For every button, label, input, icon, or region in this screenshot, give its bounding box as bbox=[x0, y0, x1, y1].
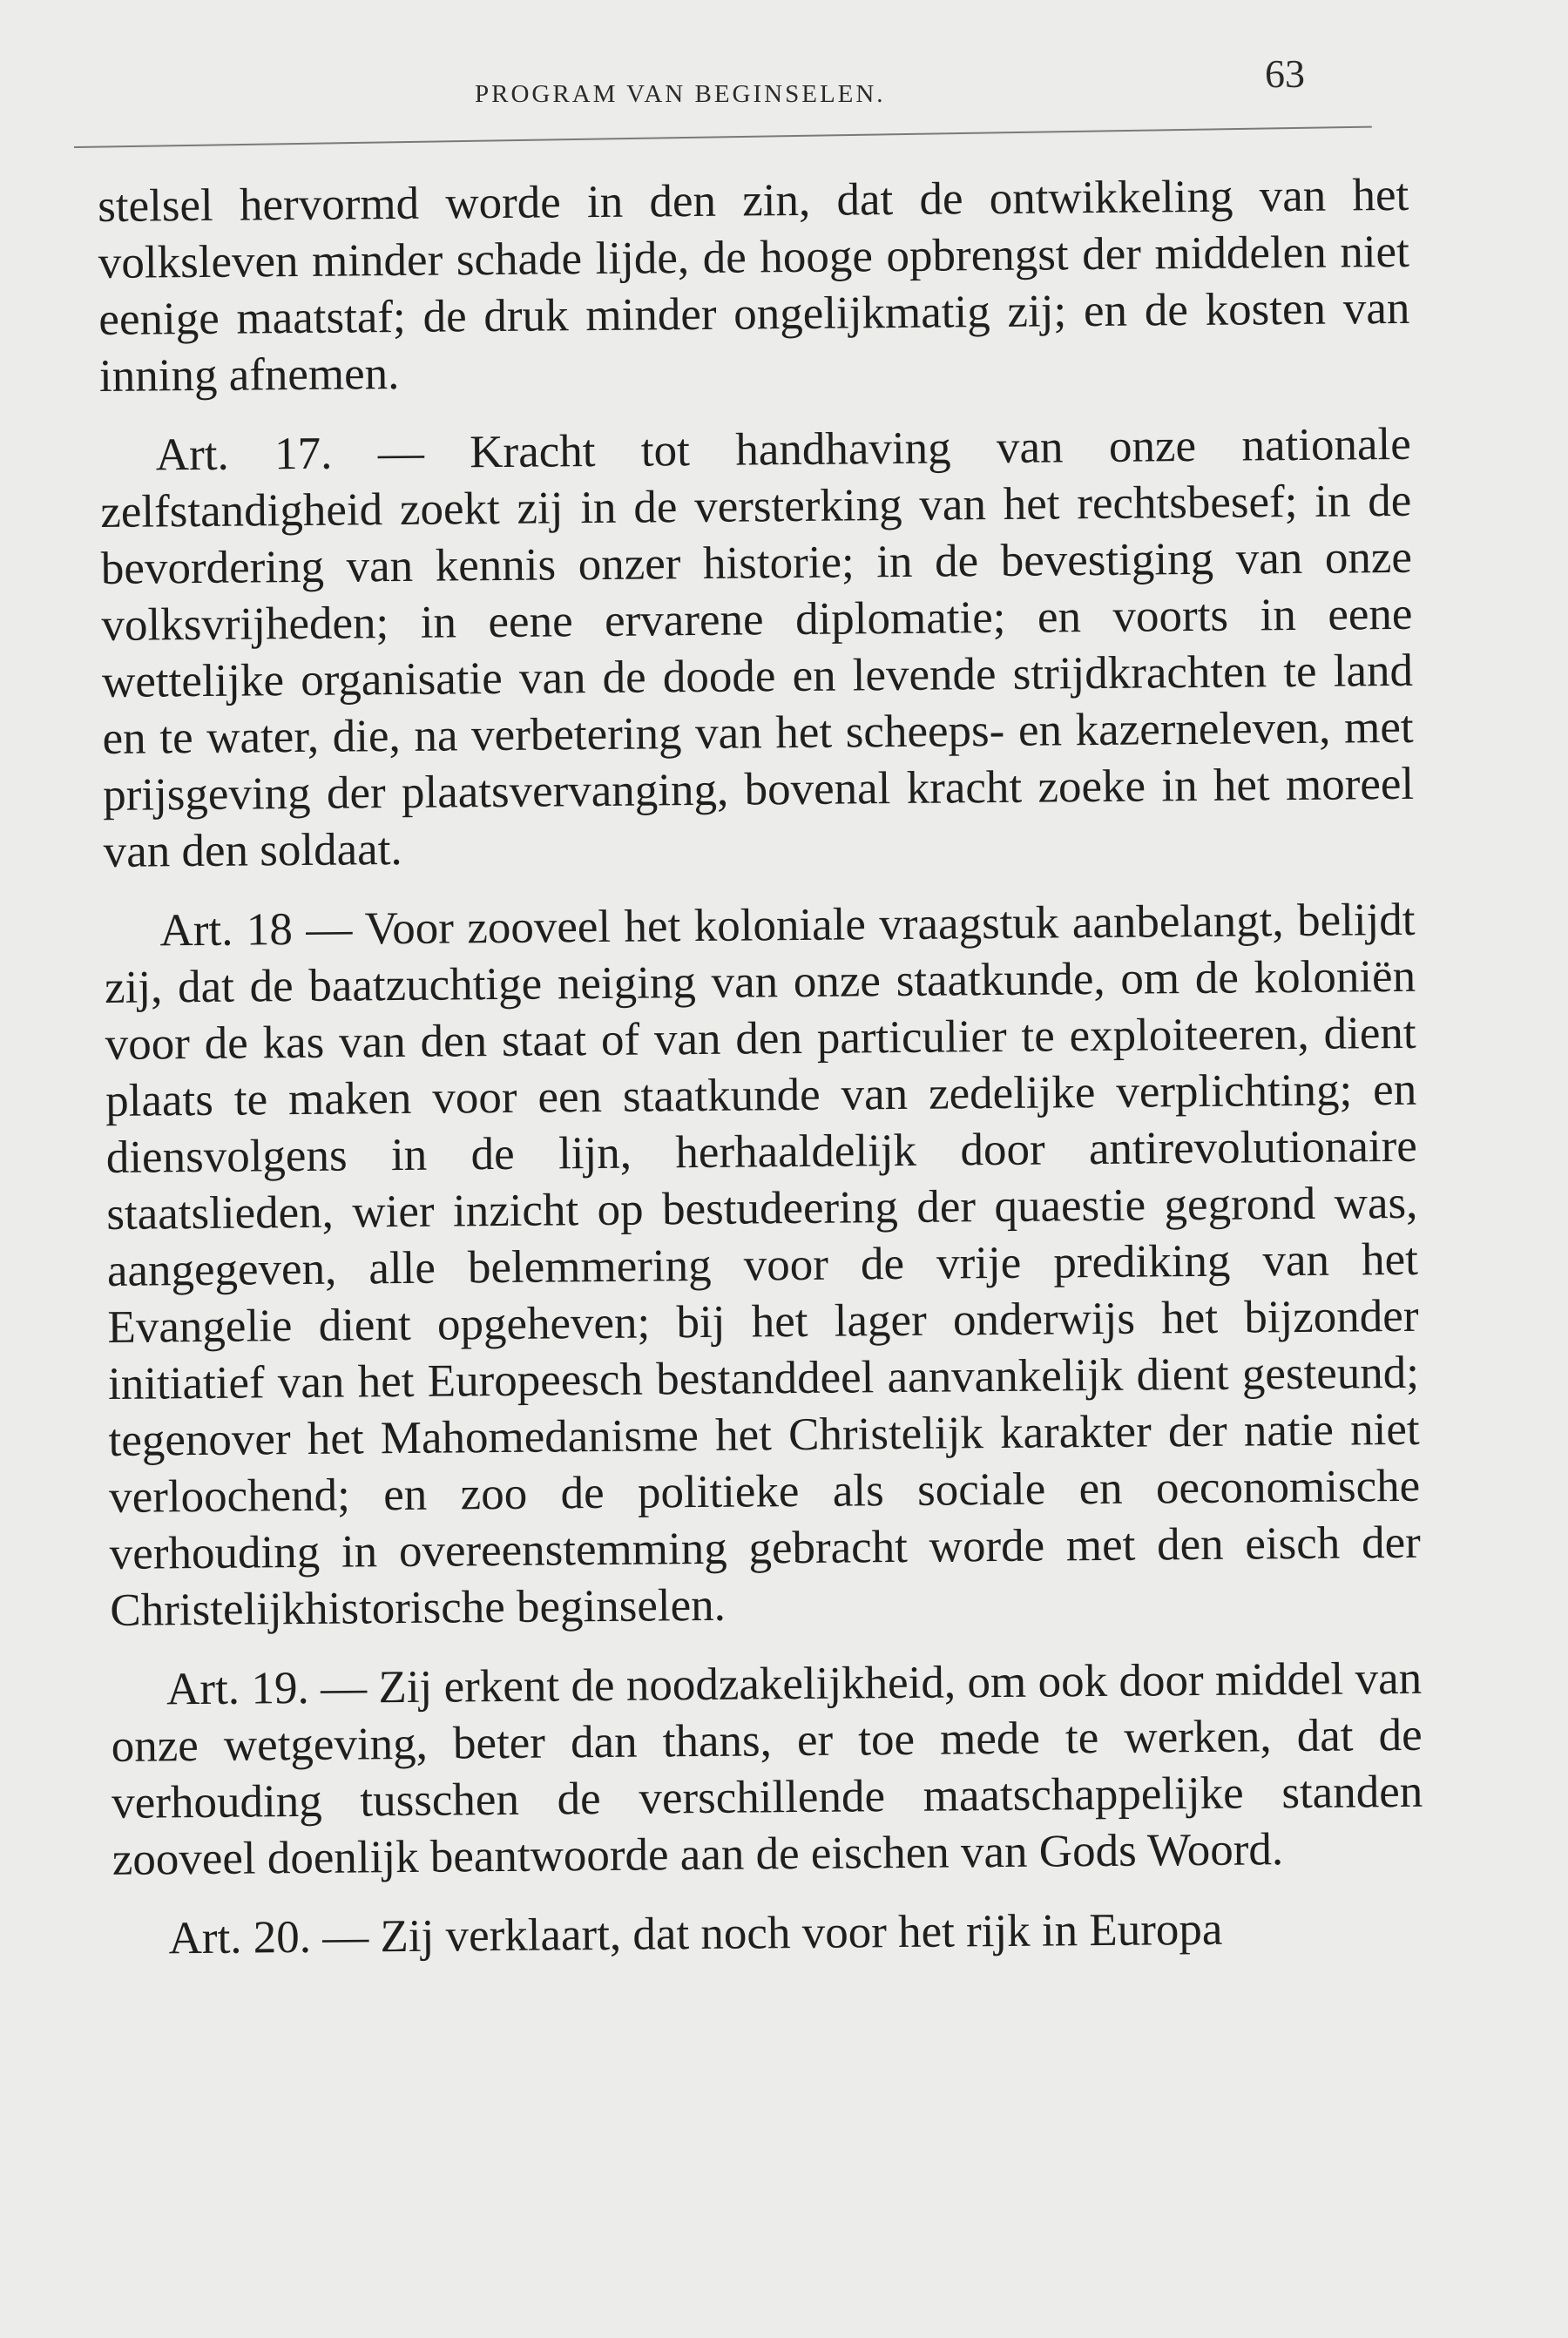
paragraph-article-17: Art. 17. — Kracht tot handhaving van onze nationale zelfstandigheid zoekt zij in de versterking van het rechtsbesef; in de bevordering van kennis onzer historie; in de bevestiging van onze volksvrijheden; in eene ervarene diplomatie; en voorts in eene wettelijke organisatie van de doode en levende strijdkrachten te land en te water, die, na verbetering van het scheeps- en kazerneleven, met prijsgeving der plaatsvervanging, bovenal kracht zoeke in het moreel van den soldaat. bbox=[100, 418, 1415, 877]
running-head: PROGRAM VAN BEGINSELEN. bbox=[475, 80, 886, 108]
paragraph-article-19: Art. 19. — Zij erkent de noodzakelijkheid, om ook door middel van onze wetgeving, beter dan thans, er toe mede te werken, dat de verhouding tusschen de verschillende maatschappelijke standen zooveel doenlijk beantwoorde aan de eischen van Gods Woord. bbox=[111, 1652, 1423, 1885]
body-text bbox=[98, 167, 1424, 1990]
page-number: 63 bbox=[1265, 51, 1305, 96]
paragraph-article-20: Art. 20. — Zij verklaart, dat noch voor het rijk in Europa bbox=[168, 1903, 1223, 1964]
header-rule bbox=[74, 126, 1372, 148]
paragraph-continued: stelsel hervormd worde in den zin, dat de ontwikkeling van het volksleven minder schade lijde, de hooge opbrengst der middelen niet eenige maatstaf; de druk minder ongelijkmatig zij; en de kosten van inning afnemen. bbox=[98, 169, 1410, 402]
paragraph-article-18: Art. 18 — Voor zooveel het koloniale vraagstuk aanbelangt, belijdt zij, dat de baatzuchtige neiging van onze staatkunde, om de koloniën voor de kas van den staat of van den particulier te exploiteeren, dient plaats te maken voor een staatkunde van zedelijke verplichting; en diensvolgens in de lijn, herhaaldelijk door antirevolutionaire staatslieden, wier inzicht op bestudeering der quaestie gegrond was, aangegeven, alle belemmering voor de vrije prediking van het Evangelie dient opgeheven; bij het lager onderwijs het bijzonder initiatief van het Europeesch bestanddeel aanvankelijk dient gesteund; tegenover het Mahomedanisme het Christelijk karakter der natie niet verloochend; en zoo de politieke als sociale en oeconomische verhouding in overeenstemming gebracht worde met den eisch der Christelijkhistorische beginselen. bbox=[104, 894, 1421, 1636]
